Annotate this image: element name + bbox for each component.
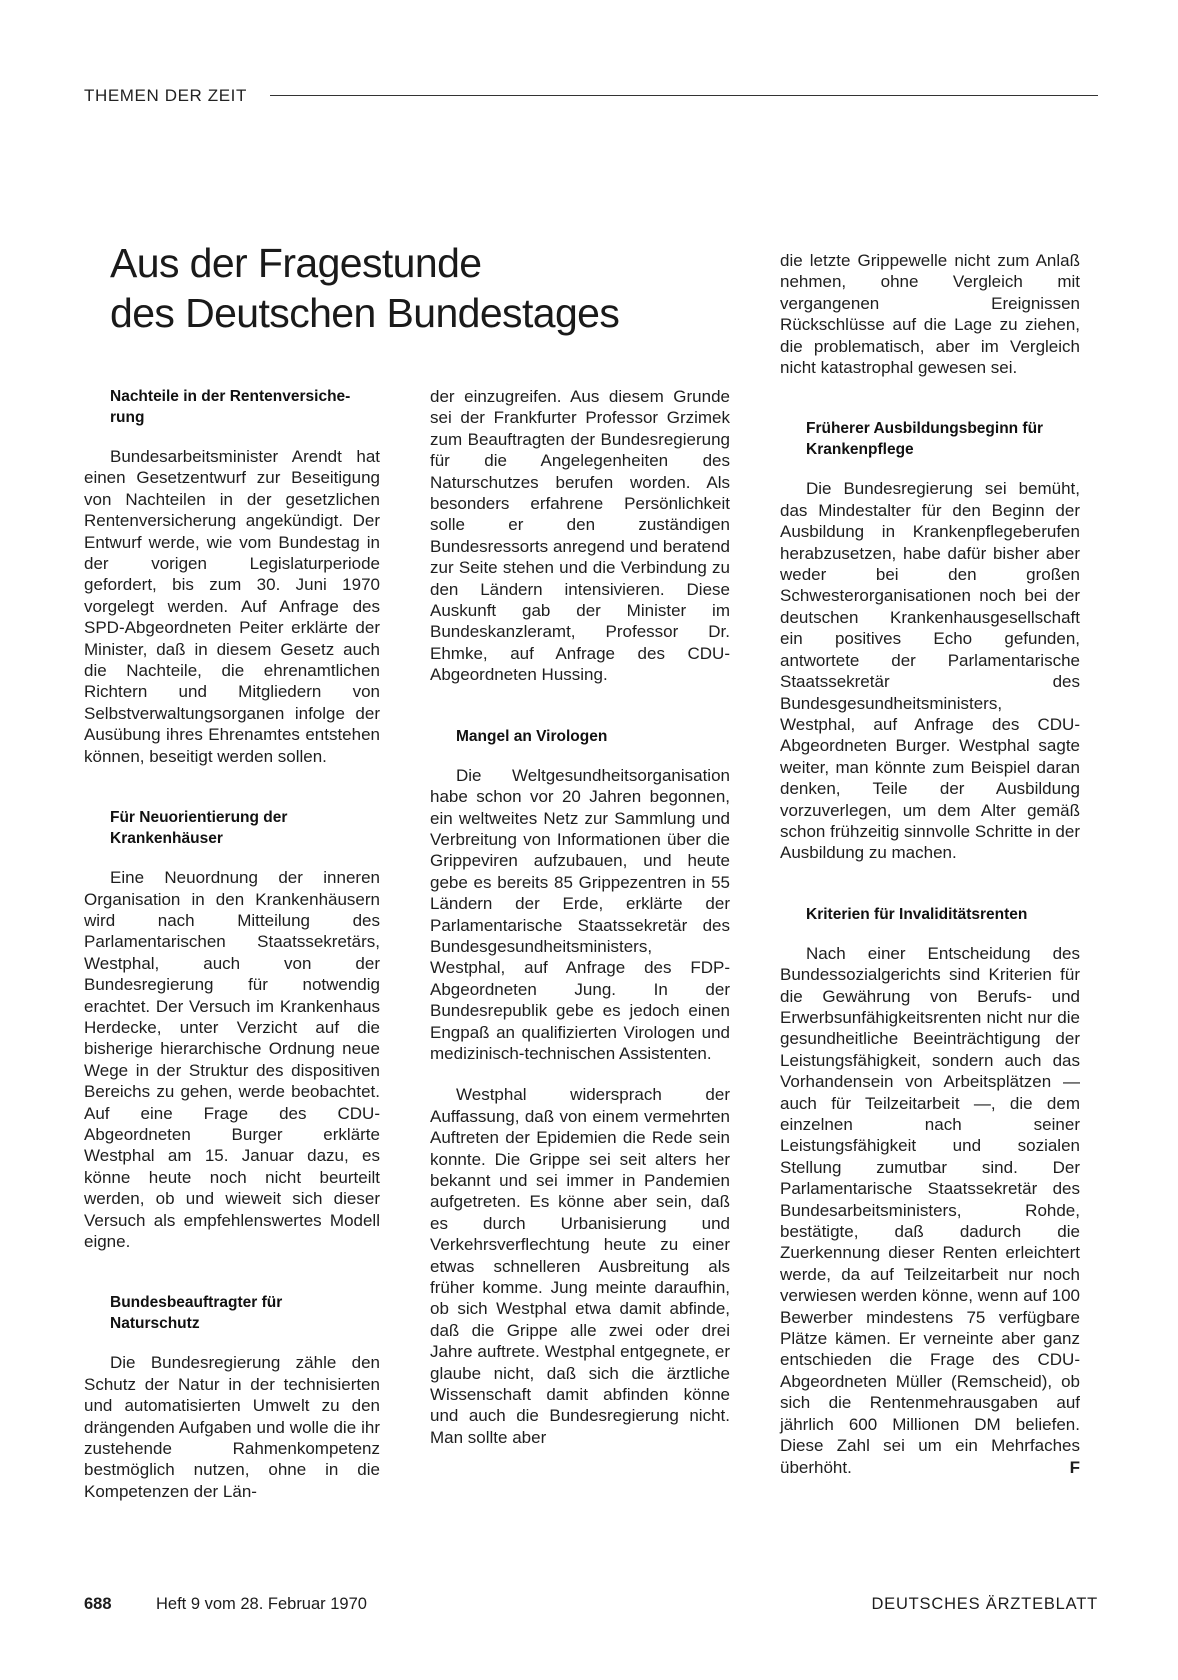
section-heading-rentenversicherung: Nachteile in der Rentenversiche-rung: [110, 388, 351, 426]
section-heading-virologen: Mangel an Virologen: [456, 727, 608, 745]
section-heading-krankenpflege: Früherer Ausbildungsbeginn für Krankenpflege: [806, 420, 1044, 459]
paragraph-krankenhaeuser: Eine Neuordnung der inneren Organisation in den Krankenhäusern wird nach Mitteilung des Parlamentarischen Staatssekretärs, Westphal, auch von der Bundesregierung für notwendig erachtet. Der Versuch im Krankenhaus Herdecke, unter Verzicht auf die bisherige hierarchische Ordnung neue Wege in der Struktur des dispositiven Bereichs zu gehen, werde beobachtet. Auf eine Frage des CDU-Abgeordneten Burger erklärte Westphal am 15. Januar dazu, es könne heute noch nicht beurteilt werden, ob und wieweit sich dieser Versuch als empfehlenswertes Modell eigne.: [84, 868, 380, 1251]
paragraph-naturschutz: Die Bundesregierung zähle den Schutz der Natur in der technisierten und automatisierten Umwelt zu den drängenden Aufgaben und wolle die ihr zustehende Rahmenkompetenz bestmöglich nutzen, ohne in die Kompetenzen der Län-: [84, 1353, 380, 1501]
article-title: [110, 238, 730, 338]
author-signature: F: [1069, 1457, 1080, 1477]
column-1: [84, 386, 380, 1502]
title-line-1: Aus der Fragestunde: [110, 240, 482, 286]
paragraph-invaliditaetsrenten: [780, 943, 1080, 1478]
paragraph-naturschutz-continued: der einzugreifen. Aus diesem Grunde sei der Frankfurter Professor Grzimek zum Beauftragten der Bundesregierung für die Angelegenheiten des Naturschutzes berufen worden. Als besonders erfahrene Persönlichkeit solle er den zuständigen Bundesressorts anregend und beratend zur Seite stehen und die Verbindung zu den Ländern intensivieren. Diese Auskunft gab der Minister im Bundeskanzleramt, Professor Dr. Ehmke, auf Anfrage des CDU-Abgeordneten Hussing.: [430, 387, 730, 685]
journal-name: DEUTSCHES ÄRZTEBLATT: [871, 1595, 1098, 1613]
column-3: [780, 250, 1080, 1478]
header-rule: [270, 95, 1098, 96]
issue-date: Heft 9 vom 28. Februar 1970: [156, 1595, 367, 1613]
page-number: 688: [84, 1595, 112, 1613]
paragraph-grippewelle-continued: die letzte Grippewelle nicht zum Anlaß nehmen, ohne Vergleich mit vergangenen Ereignissen Rückschlüsse auf die Lage zu ziehen, die problematisch, aber im Vergleich nicht katastrophal gewesen sei.: [780, 251, 1080, 378]
paragraph-krankenpflege: Die Bundesregierung sei bemüht, das Mindestalter für den Beginn der Ausbildung in Krankenpflegeberufen herabzusetzen, habe dafür bisher aber weder bei den großen Schwesterorganisationen noch bei der deutschen Krankenhausgesellschaft ein positives Echo gefunden, antwortete der Parlamentarische Staatssekretär des Bundesgesundheitsministers, Westphal, auf Anfrage des CDU-Abgeordneten Burger. Westphal sagte weiter, man könnte zum Beispiel daran denken, Teile der Ausbildung vorzuverlegen, um dem Alter gemäß schon frühzeitig sinnvolle Schritte in der Ausbildung zu machen.: [780, 479, 1080, 863]
section-heading-naturschutz: Bundesbeauftragter für Naturschutz: [110, 1294, 283, 1333]
running-header: [84, 86, 1098, 112]
paragraph-virologen-1: Die Weltgesundheitsorganisation habe schon vor 20 Jahren begonnen, ein weltweites Netz zur Sammlung und Verbreitung von Informationen über die Grippeviren aufzubauen, und heute gebe es bereits 85 Grippezentren in 55 Ländern der Erde, erklärte der Parlamentarische Staatssekretär des Bundesgesundheitsministers, Westphal, auf Anfrage des FDP-Abgeordneten Jung. In der Bundesrepublik gebe es jedoch einen Engpaß an qualifizierten Virologen und medizinisch-technischen Assistenten.: [430, 765, 730, 1063]
section-kicker: THEMEN DER ZEIT: [84, 86, 247, 105]
section-heading-invaliditaetsrenten: Kriterien für Invaliditätsrenten: [806, 905, 1028, 923]
column-2: [430, 386, 730, 1448]
paragraph-virologen-2: Westphal widersprach der Auffassung, daß von einem vermehrten Auftreten der Epidemien die Rede sein konnte. Die Grippe sei seit alters her bekannt und sei immer in Pandemien aufgetreten. Es könne aber sein, daß es durch Urbanisierung und Verkehrsverflechtung heute zu einer etwas schnelleren Ausbreitung als früher komme. Jung meinte daraufhin, ob sich Westphal etwa damit abfinde, daß die Grippe alle zwei oder drei Jahre auftrete. Westphal entgegnete, er glaube nicht, daß sich die ärztliche Wissenschaft damit abfinden könne und auch die Bundesregierung nicht. Man sollte aber: [430, 1085, 730, 1447]
paragraph-invaliditaetsrenten-text: Nach einer Entscheidung des Bundessozialgerichts sind Kriterien für die Gewährung von Berufs- und Erwerbsunfähigkeitsrenten nicht nur die gesundheitliche Beeinträchtigung der Leistungsfähigkeit, sondern auch das Vorhandensein von Arbeitsplätzen — auch für Teilzeitarbeit —, die dem einzelnen nach seiner Leistungsfähigkeit und sozialen Stellung zumutbar sind. Der Parlamentarische Staatssekretär des Bundesarbeitsministers, Rohde, bestätigte, daß dadurch die Zuerkennung dieser Renten erleichtert werde, da auf Teilzeitarbeit nur noch verwiesen werden könne, wenn auf 100 Bewerber mindestens 75 verfügbare Plätze kämen. Er verneinte aber ganz entschieden die Frage des CDU-Abgeordneten Müller (Remscheid), ob sich die Rentenmehrausgaben auf jährlich 600 Millionen DM beliefen. Diese Zahl sei um ein Mehrfaches überhöht.: [780, 943, 1080, 1477]
page-footer: [84, 1595, 1098, 1619]
section-heading-krankenhaeuser: Für Neuorientierung der Krankenhäuser: [110, 809, 288, 848]
title-line-2: des Deutschen Bundestages: [110, 290, 620, 336]
paragraph-rentenversicherung: Bundesarbeitsminister Arendt hat einen Gesetzentwurf zur Beseitigung von Nachteilen in der gesetzlichen Rentenversicherung angekündigt. Der Entwurf werde, wie vom Bundestag in der vorigen Legislaturperiode gefordert, bis zum 30. Juni 1970 vorgelegt werden. Auf Anfrage des SPD-Abgeordneten Peiter erklärte der Minister, daß in diesem Gesetz auch die Nachteile, die ehrenamtlichen Richtern und Mitgliedern von Selbstverwaltungsorganen infolge der Ausübung ihres Ehrenamtes entstehen können, beseitigt werden sollen.: [84, 447, 380, 766]
